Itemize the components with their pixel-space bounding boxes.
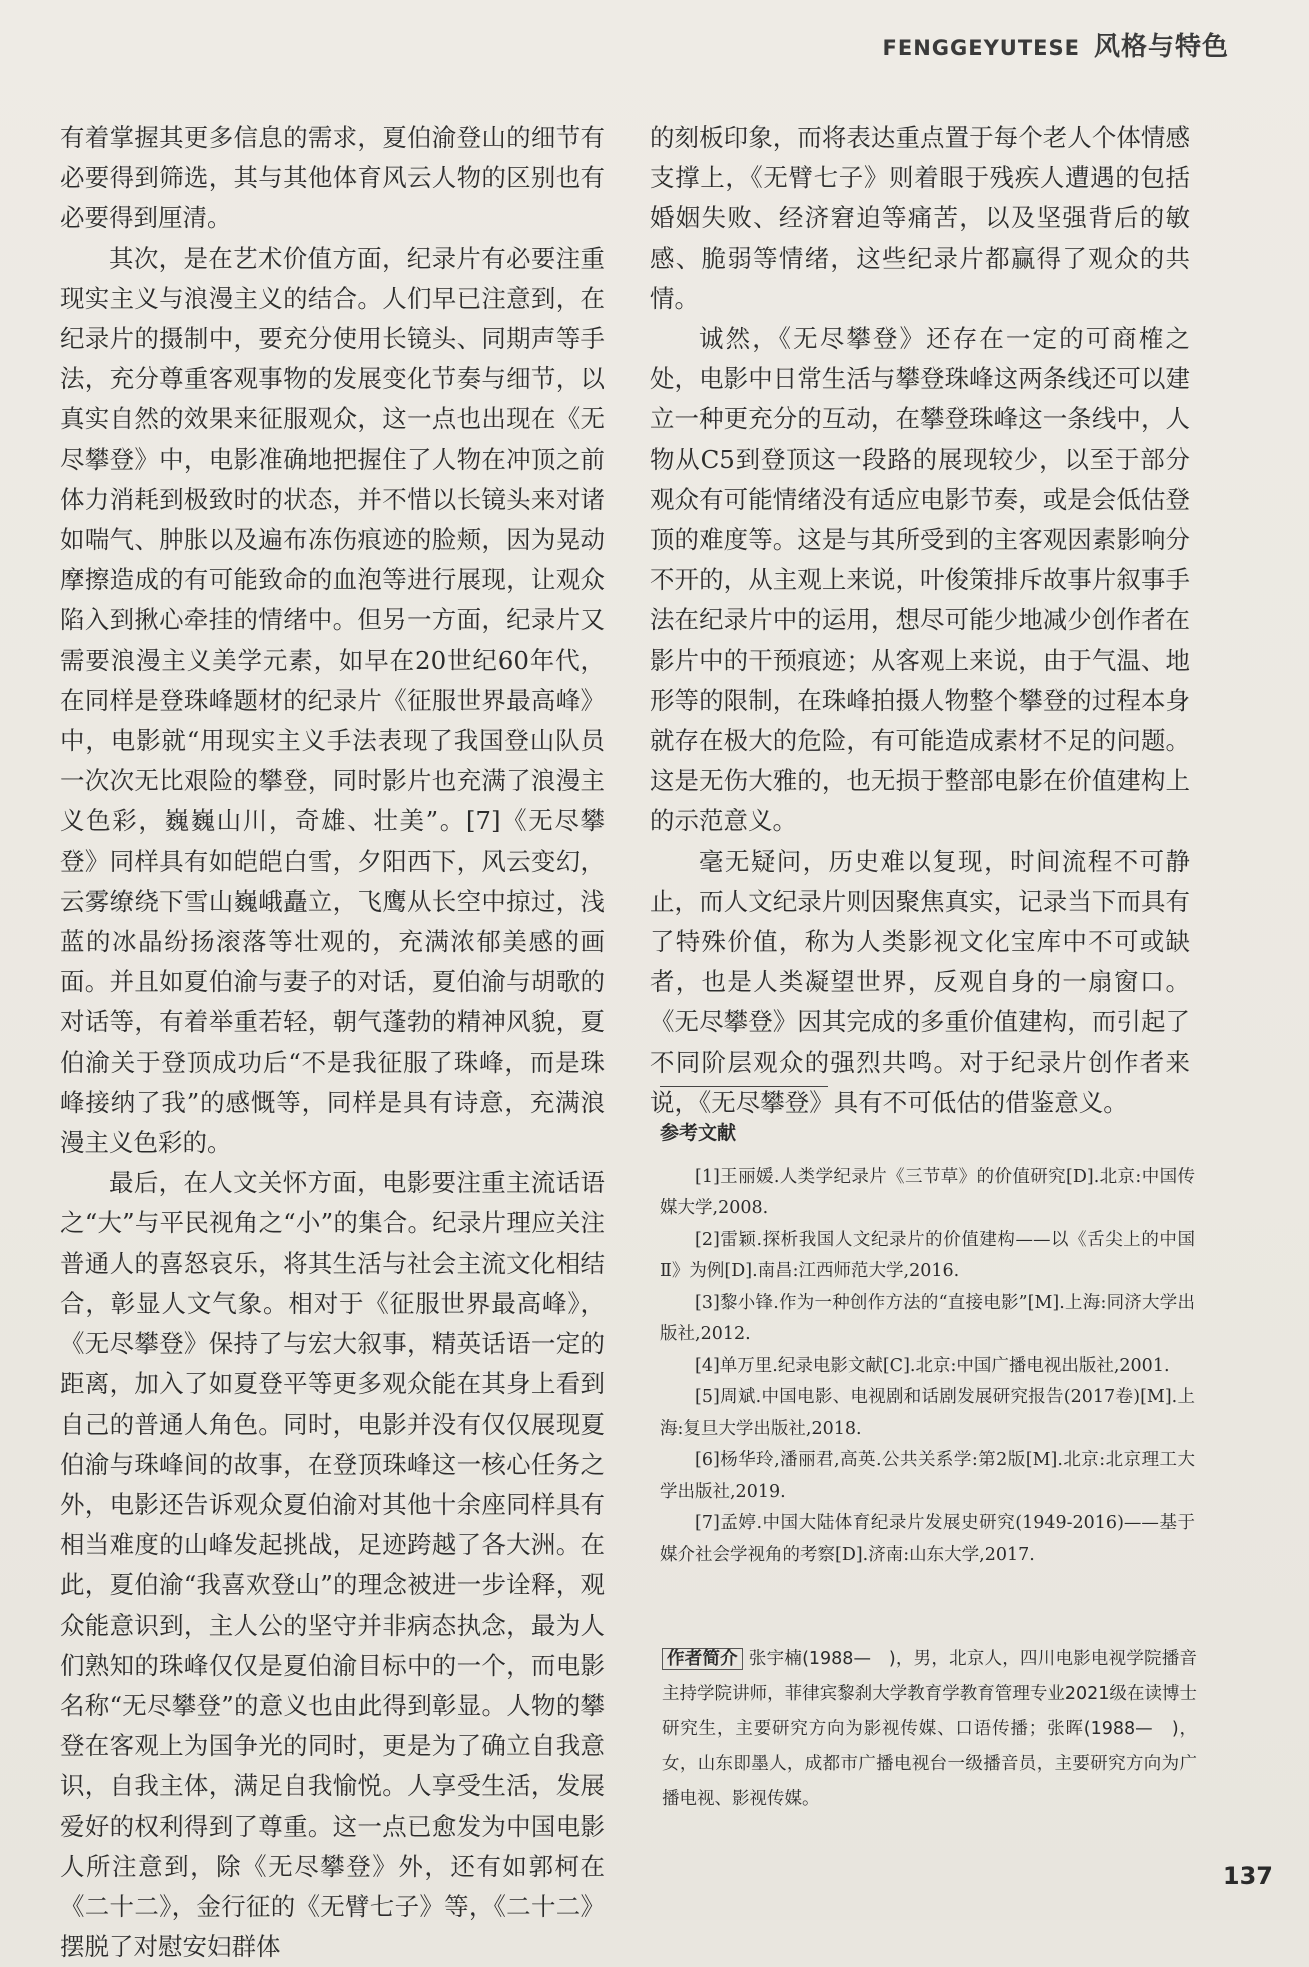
reference-item: [7]孟婷.中国大陆体育纪录片发展史研究(1949-2016)——基于媒介社会学视角的考察[D].济南:山东大学,2017. (660, 1513, 1195, 1565)
references-heading: 参考文献 (660, 1122, 737, 1144)
references (660, 1118, 1195, 1571)
running-header (883, 26, 1230, 63)
paragraph: 最后，在人文关怀方面，电影要注重主流话语之“大”与平民视角之“小”的集合。纪录片理应关注普通人的喜怒哀乐，将其生活与社会主流文化相结合，彰显人文气象。相对于《征服世界最高峰》，《无尽攀登》保持了与宏大叙事，精英话语一定的距离，加入了如夏登平等更多观众能在其身上看到自己的普通人角色。同时，电影并没有仅仅展现夏伯渝与珠峰间的故事，在登顶珠峰这一核心任务之外，电影还告诉观众夏伯渝对其他十余座同样具有相当难度的山峰发起挑战，足迹跨越了各大洲。在此，夏伯渝“我喜欢登山”的理念被进一步诠释，观众能意识到，主人公的坚守并非病态执念，最为人们熟知的珠峰仅仅是夏伯渝目标中的一个，而电影名称“无尽攀登”的意义也由此得到彰显。人物的攀登在客观上为国争光的同时，更是为了确立自我意识，自我主体，满足自我愉悦。人享受生活，发展爱好的权利得到了尊重。这一点已愈发为中国电影人所注意到，除《无尽攀登》外，还有如郭柯在《二十二》，金行征的《无臂七子》等，《二十二》摆脱了对慰安妇群体 (60, 1168, 605, 1962)
header-title: 风格与特色 (1093, 32, 1229, 62)
paragraph: 其次，是在艺术价值方面，纪录片有必要注重现实主义与浪漫主义的结合。人们早已注意到，在纪录片的摄制中，要充分使用长镜头、同期声等手法，充分尊重客观事物的发展变化节奏与细节，以真实自然的效果来征服观众，这一点也出现在《无尽攀登》中，电影准确地把握住了人物在冲顶之前体力消耗到极致时的状态，并不惜以长镜头来对诸如喘气、肿胀以及遍布冻伤痕迹的脸颊，因为晃动摩擦造成的有可能致命的血泡等进行展现，让观众陷入到揪心牵挂的情绪中。但另一方面，纪录片又需要浪漫主义美学元素，如早在20世纪60年代，在同样是登珠峰题材的纪录片《征服世界最高峰》中，电影就“用现实主义手法表现了我国登山队员一次次无比艰险的攀登，同时影片也充满了浪漫主义色彩，巍巍山川，奇雄、壮美”。[7]《无尽攀登》同样具有如皑皑白雪，夕阳西下，风云变幻，云雾缭绕下雪山巍峨矗立，飞鹰从长空中掠过，浅蓝的冰晶纷扬滚落等壮观的，充满浓郁美感的画面。并且如夏伯渝与妻子的对话，夏伯渝与胡歌的对话等，有着举重若轻，朝气蓬勃的精神风貌，夏伯渝关于登顶成功后“不是我征服了珠峰，而是珠峰接纳了我”的感慨等，同样是具有诗意，充满浪漫主义色彩的。 (60, 243, 605, 1158)
paragraph: 诚然，《无尽攀登》还存在一定的可商榷之处，电影中日常生活与攀登珠峰这两条线还可以建立一种更充分的互动，在攀登珠峰这一条线中，人物从C5到登顶这一段路的展现较少，以至于部分观众有可能情绪没有适应电影节奏，或是会低估登顶的难度等。这是与其所受到的主客观因素影响分不开的，从主观上来说，叶俊策排斥故事片叙事手法在纪录片中的运用，想尽可能少地减少创作者在影片中的干预痕迹；从客观上来说，由于气温、地形等的限制，在珠峰拍摄人物整个攀登的过程本身就存在极大的危险，有可能造成素材不足的问题。这是无伤大雅的，也无损于整部电影在价值建构上的示范意义。 (650, 324, 1190, 836)
author-note (662, 1642, 1197, 1817)
left-column (60, 118, 605, 1967)
page-number: 137 (1222, 1862, 1273, 1890)
header-pinyin: FENGGEYUTESE (882, 36, 1080, 60)
right-column (650, 118, 1190, 1123)
paragraph: 毫无疑问，历史难以复现，时间流程不可静止，而人文纪录片则因聚焦真实，记录当下而具有了特殊价值，称为人类影视文化宝库中不可或缺者，也是人类凝望世界，反观自身的一扇窗口。《无尽攀登》因其完成的多重价值建构，而引起了不同阶层观众的强烈共鸣。对于纪录片创作者来说，《无尽攀登》具有不可低估的借鉴意义。 (650, 846, 1190, 1117)
reference-item: [6]杨华玲,潘丽君,高英.公共关系学:第2版[M].北京:北京理工大学出版社,2019. (660, 1450, 1195, 1502)
paragraph: 有着掌握其更多信息的需求，夏伯渝登山的细节有必要得到筛选，其与其他体育风云人物的区别也有必要得到厘清。 (60, 123, 605, 233)
section-divider (660, 1086, 828, 1087)
reference-item: [1]王丽媛.人类学纪录片《三节草》的价值研究[D].北京:中国传媒大学,2008. (660, 1166, 1195, 1218)
reference-item: [3]黎小锋.作为一种创作方法的“直接电影”[M].上海:同济大学出版社,2012. (660, 1292, 1195, 1344)
author-note-text: 张宇楠(1988— )，男，北京人，四川电影电视学院播音主持学院讲师，菲律宾黎刹大学教育学教育管理专业2021级在读博士研究生，主要研究方向为影视传媒、口语传播；张晖(1988— )，女，山东即墨人，成都市广播电视台一级播音员，主要研究方向为广播电视、影视传媒。 (662, 1649, 1198, 1809)
author-note-label: 作者简介 (662, 1648, 743, 1670)
reference-item: [5]周斌.中国电影、电视剧和话剧发展研究报告(2017卷)[M].上海:复旦大学出版社,2018. (660, 1387, 1195, 1439)
paragraph: 的刻板印象，而将表达重点置于每个老人个体情感支撑上，《无臂七子》则着眼于残疾人遭遇的包括婚姻失败、经济窘迫等痛苦，以及坚强背后的敏感、脆弱等情绪，这些纪录片都赢得了观众的共情。 (650, 123, 1190, 313)
reference-item: [2]雷颖.探析我国人文纪录片的价值建构——以《舌尖上的中国Ⅱ》为例[D].南昌:江西师范大学,2016. (660, 1229, 1195, 1281)
reference-item: [4]单万里.纪录电影文献[C].北京:中国广播电视出版社,2001. (695, 1355, 1170, 1376)
